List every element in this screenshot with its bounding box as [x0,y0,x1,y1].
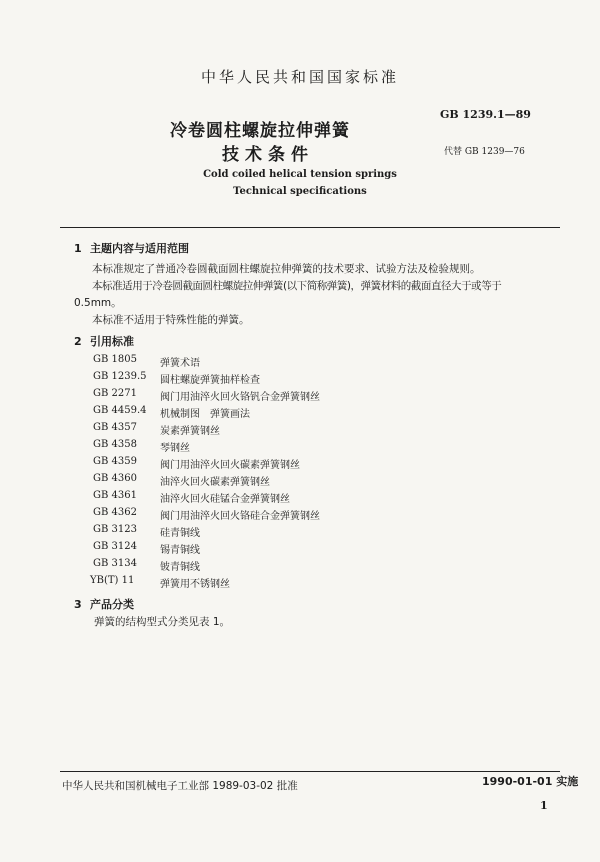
title-english-line2: Technical specifications [233,186,367,197]
ref-code: GB 4459.4 [93,405,147,416]
replaces-standard: 代替 GB 1239—76 [444,147,525,157]
ref-title: 铍青铜线 [160,562,200,573]
ref-code: GB 4360 [93,473,137,484]
title-chinese-line2: 技术条件 [222,145,314,165]
ref-code: GB 4359 [93,456,137,467]
ref-code: GB 4361 [93,490,137,501]
ref-title: 油淬火回火碳素弹簧钢丝 [160,477,270,488]
ref-title: 硅青铜线 [160,528,200,539]
section-1-heading [74,240,189,256]
ref-title: 圆柱螺旋弹簧抽样检查 [160,375,260,386]
bottom-divider [60,771,560,772]
ref-code: YB(T) 11 [90,575,135,586]
issuing-organization: 中华人民共和国国家标准 [200,68,399,86]
ref-title: 阀门用油淬火回火铬钒合金弹簧钢丝 [160,392,320,403]
section-3-paragraph-1: 弹簧的结构型式分类见表 1。 [94,616,231,628]
ref-title: 炭素弹簧钢丝 [160,426,220,437]
section-1-paragraph-1: 本标准规定了普通冷卷圆截面圆柱螺旋拉伸弹簧的技术要求、试验方法及检验规则。 [92,263,481,275]
section-3-title: 产品分类 [90,598,134,611]
ref-code: GB 3123 [93,524,137,535]
ref-code: GB 3134 [93,558,137,569]
ref-title: 阀门用油淬火回火碳素弹簧钢丝 [160,460,300,471]
section-3-heading [74,596,134,612]
section-2-number: 2 [74,335,82,348]
approval-line: 中华人民共和国机械电子工业部 1989-03-02 批准 [62,780,298,792]
ref-code: GB 2271 [93,388,137,399]
page-number: 1 [540,799,548,812]
section-1-paragraph-2-cont: 0.5mm。 [74,297,122,309]
ref-code: GB 1239.5 [93,371,147,382]
ref-code: GB 4362 [93,507,137,518]
section-1-title: 主题内容与适用范围 [90,242,189,255]
ref-code: GB 4358 [93,439,137,450]
top-divider [60,227,560,228]
ref-title: 机械制图 弹簧画法 [160,409,250,420]
ref-title: 弹簧术语 [160,358,200,369]
ref-code: GB 1805 [93,354,137,365]
ref-title: 琴钢丝 [160,443,190,454]
standard-number: GB 1239.1—89 [440,108,531,121]
ref-title: 阀门用油淬火回火铬硅合金弹簧钢丝 [160,511,320,522]
section-1-number: 1 [74,242,82,255]
section-3-number: 3 [74,598,82,611]
ref-code: GB 4357 [93,422,137,433]
section-2-title: 引用标准 [90,335,134,348]
ref-title: 油淬火回火硅锰合金弹簧钢丝 [160,494,290,505]
ref-title: 锡青铜线 [160,545,200,556]
title-english-line1: Cold coiled helical tension springs [203,169,397,180]
ref-code: GB 3124 [93,541,137,552]
section-1-paragraph-2: 本标准适用于冷卷圆截面圆柱螺旋拉伸弹簧(以下简称弹簧)，弹簧材料的截面直径大于或等于 [92,280,502,292]
implementation-date: 1990-01-01 实施 [482,775,579,788]
title-chinese-line1: 冷卷圆柱螺旋拉伸弹簧 [170,121,350,141]
ref-title: 弹簧用不锈钢丝 [160,579,230,590]
section-1-paragraph-3: 本标准不适用于特殊性能的弹簧。 [92,314,250,326]
section-2-heading [74,333,134,349]
